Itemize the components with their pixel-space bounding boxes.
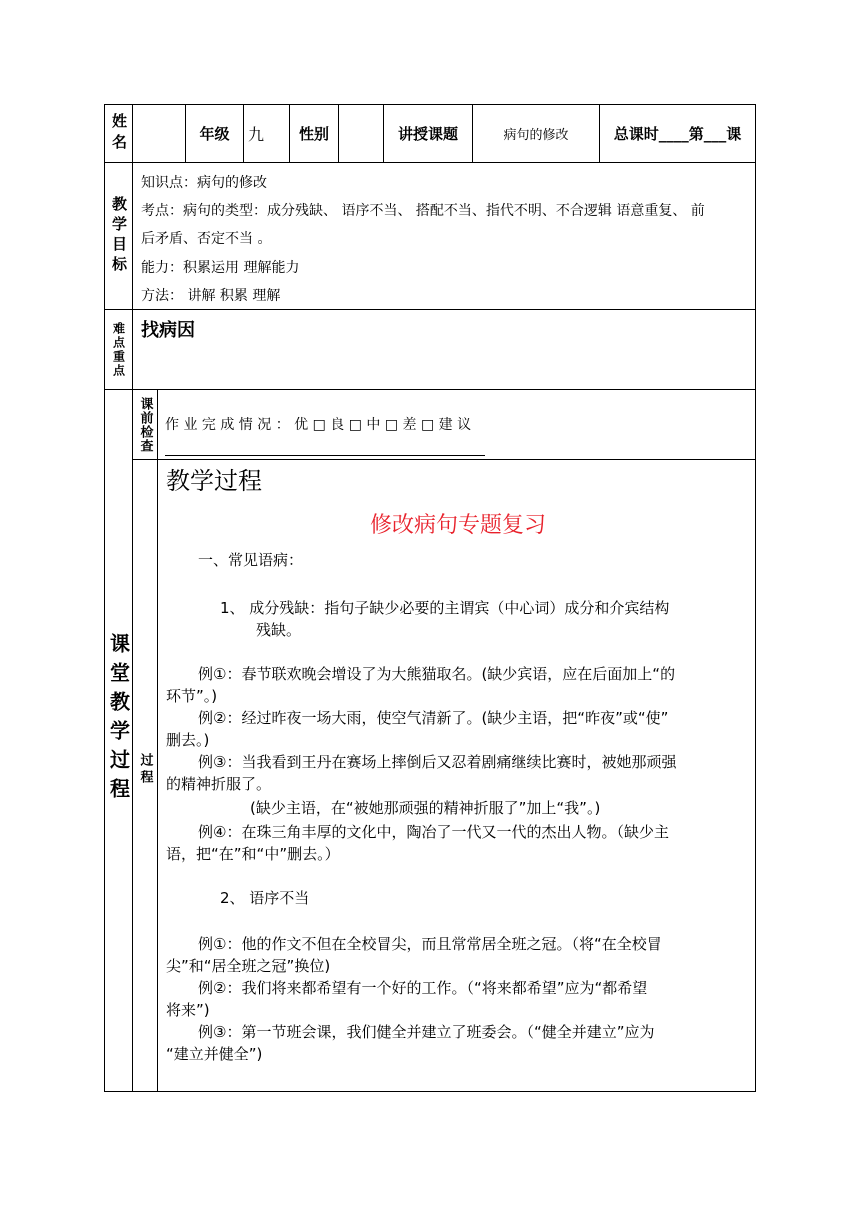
process-label: 过程 — [137, 753, 153, 787]
grade-value: 九 — [248, 125, 265, 144]
topic-label: 讲授课题 — [397, 125, 458, 143]
knowledge-point: 知识点：病句的修改 — [141, 175, 267, 191]
class-process-label: 课堂教学过程 — [106, 633, 131, 807]
item1-line1: 1、 成分残缺：指句子缺少必要的主谓宾（中心词）成分和介宾结构 — [220, 599, 670, 617]
table-divider — [132, 162, 133, 389]
content-heading: 教学过程 — [166, 467, 262, 495]
precheck-label: 课前检查 — [137, 396, 153, 453]
example-4-line1: 例④：在珠三角丰厚的文化中，陶冶了一代又一代的杰出人物。（缺少主 — [198, 823, 669, 841]
item2-heading: 2、 语序不当 — [220, 889, 310, 907]
example-1-line1: 例①：春节联欢晚会增设了为大熊猫取名。(缺少宾语，应在后面加上“的 — [198, 665, 676, 683]
table-divider — [132, 459, 756, 460]
table-border-bottom — [104, 1091, 756, 1092]
suggestion-underline — [165, 455, 485, 456]
gender-label: 性别 — [298, 125, 329, 143]
table-divider — [338, 104, 339, 162]
example-6-line1: 例②：我们将来都希望有一个好的工作。（“将来都希望”应为“都希望 — [198, 979, 648, 997]
grade-label: 年级 — [199, 125, 230, 143]
table-divider — [132, 104, 133, 162]
example-2-line1: 例②：经过昨夜一场大雨，使空气清新了。(缺少主语，把“昨夜”或“使” — [198, 709, 669, 727]
content-title: 修改病句专题复习 — [370, 513, 547, 538]
example-5-line1: 例①：他的作文不但在全校冒尖，而且常常居全班之冠。（将“在全校冒 — [198, 935, 662, 953]
method: 方法： 讲解 积累 理解 — [141, 288, 281, 304]
example-3-line2: 的精神折服了。 — [166, 775, 272, 793]
table-divider — [104, 162, 756, 163]
homework-check-line: 作 业 完 成 情 况 ： 优 □ 良 □ 中 □ 差 □ 建 议 — [165, 417, 472, 433]
example-6-line2: 将来”) — [166, 1001, 210, 1019]
topic-value: 病句的修改 — [503, 128, 569, 143]
table-border-right — [755, 104, 756, 1092]
table-divider — [104, 389, 756, 390]
section-common-errors: 一、常见语病： — [198, 551, 304, 569]
ability: 能力：积累运用 理解能力 — [141, 260, 300, 276]
exam-points-line2: 后矛盾、否定不当 。 — [141, 231, 272, 247]
table-divider — [157, 389, 158, 1092]
example-3-line3: (缺少主语，在“被她那顽强的精神折服了”加上“我”。) — [250, 799, 601, 817]
example-7-line2: “建立并健全”) — [166, 1045, 263, 1063]
goals-label: 教学目标 — [110, 196, 128, 276]
name-label: 姓名 — [110, 112, 128, 155]
example-1-line2: 环节”。) — [166, 687, 218, 705]
table-divider — [104, 309, 756, 310]
example-4-line2: 语，把“在”和“中”删去。） — [166, 845, 340, 863]
total-lessons-label: 总课时____第___课 — [613, 125, 742, 143]
example-3-line1: 例③：当我看到王丹在赛场上摔倒后又忍着剧痛继续比赛时，被她那顽强 — [198, 753, 677, 771]
item1-line2: 残缺。 — [256, 621, 302, 639]
example-7-line1: 例③：第一节班会课，我们健全并建立了班委会。（“健全并建立”应为 — [198, 1023, 655, 1041]
example-2-line2: 删去。) — [166, 731, 210, 749]
difficulty-label: 难点重点 — [111, 321, 126, 378]
example-5-line2: 尖”和“居全班之冠”换位) — [166, 957, 331, 975]
difficulty-value: 找病因 — [141, 320, 195, 341]
exam-points-line1: 考点：病句的类型：成分残缺、 语序不当、 搭配不当、指代不明、不合逻辑 语意重复、 前 — [141, 203, 705, 219]
